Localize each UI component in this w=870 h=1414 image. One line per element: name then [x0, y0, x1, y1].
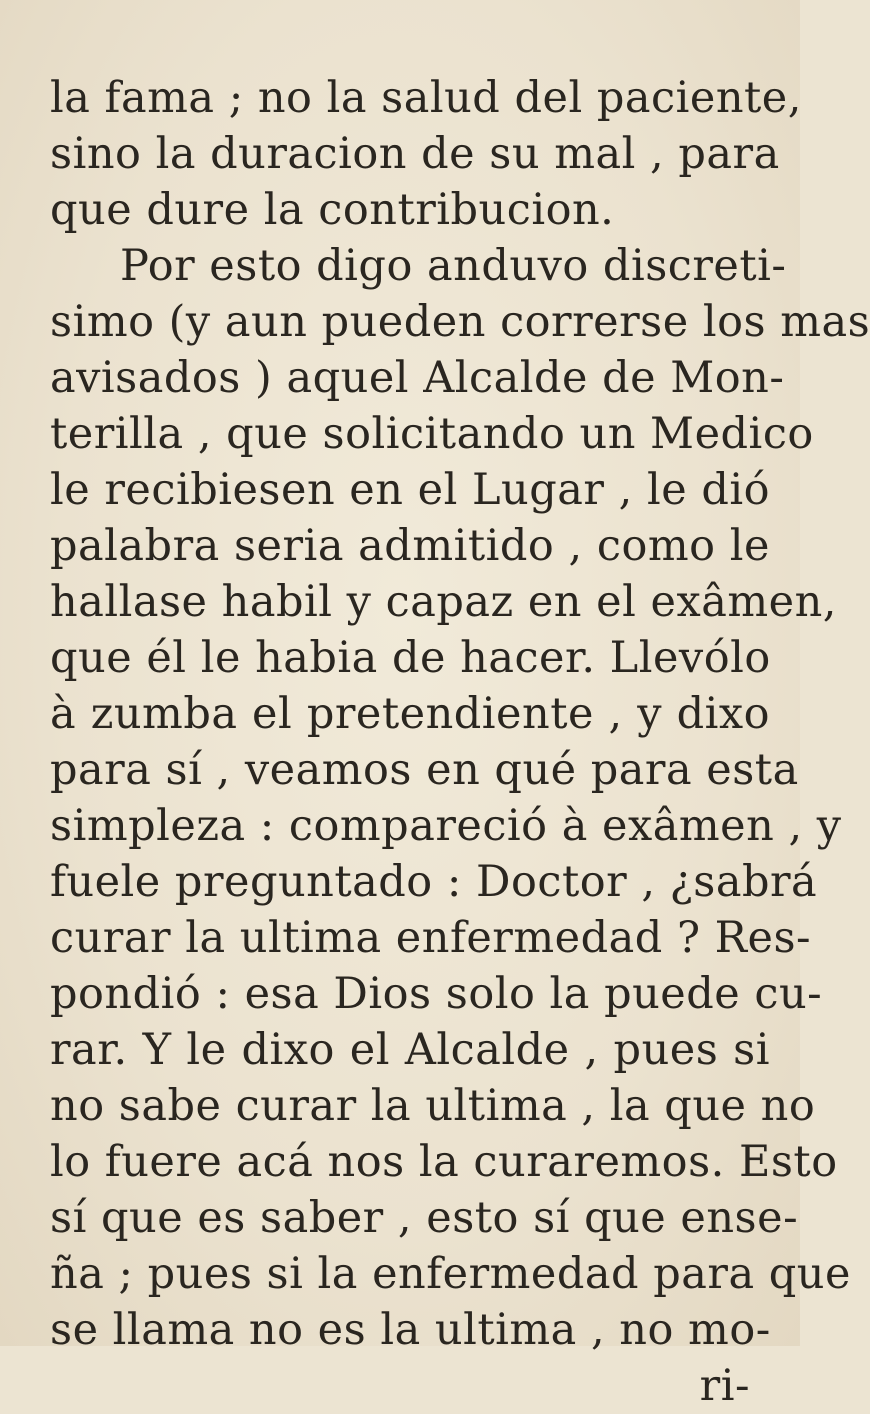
text-line: ña ; pues si la enfermedad para que — [50, 1249, 851, 1299]
text-line: fuele preguntado : Doctor , ¿sabrá — [50, 857, 818, 907]
text-line: sí que es saber , esto sí que ense- — [50, 1193, 799, 1243]
page-text — [50, 70, 870, 1414]
text-line: le recibiesen en el Lugar , le dió — [50, 465, 770, 515]
text-line: curar la ultima enfermedad ? Res- — [50, 913, 812, 963]
text-line: se llama no es la ultima , no mo- — [50, 1305, 771, 1355]
text-line: que él le habia de hacer. Llevólo — [50, 633, 771, 683]
text-line: terilla , que solicitando un Medico — [50, 409, 814, 459]
text-line: rar. Y le dixo el Alcalde , pues si — [50, 1025, 770, 1075]
text-line: la fama ; no la salud del paciente, — [50, 73, 802, 123]
text-line: simo (y aun pueden correrse los mas — [50, 297, 870, 347]
text-line: Por esto digo anduvo discreti- — [120, 241, 787, 291]
text-line: sino la duracion de su mal , para — [50, 129, 780, 179]
catchword: ri- — [699, 1361, 750, 1411]
text-line: palabra seria admitido , como le — [50, 521, 770, 571]
text-line: que dure la contribucion. — [50, 185, 615, 235]
text-line: avisados ) aquel Alcalde de Mon- — [50, 353, 785, 403]
text-line: à zumba el pretendiente , y dixo — [50, 689, 770, 739]
text-line: pondió : esa Dios solo la puede cu- — [50, 969, 823, 1019]
text-line: lo fuere acá nos la curaremos. Esto — [50, 1137, 838, 1187]
text-line: hallase habil y capaz en el exâmen, — [50, 577, 837, 627]
text-line: simpleza : compareció à exâmen , y — [50, 801, 842, 851]
text-line: no sabe curar la ultima , la que no — [50, 1081, 816, 1131]
text-line: para sí , veamos en qué para esta — [50, 745, 799, 795]
